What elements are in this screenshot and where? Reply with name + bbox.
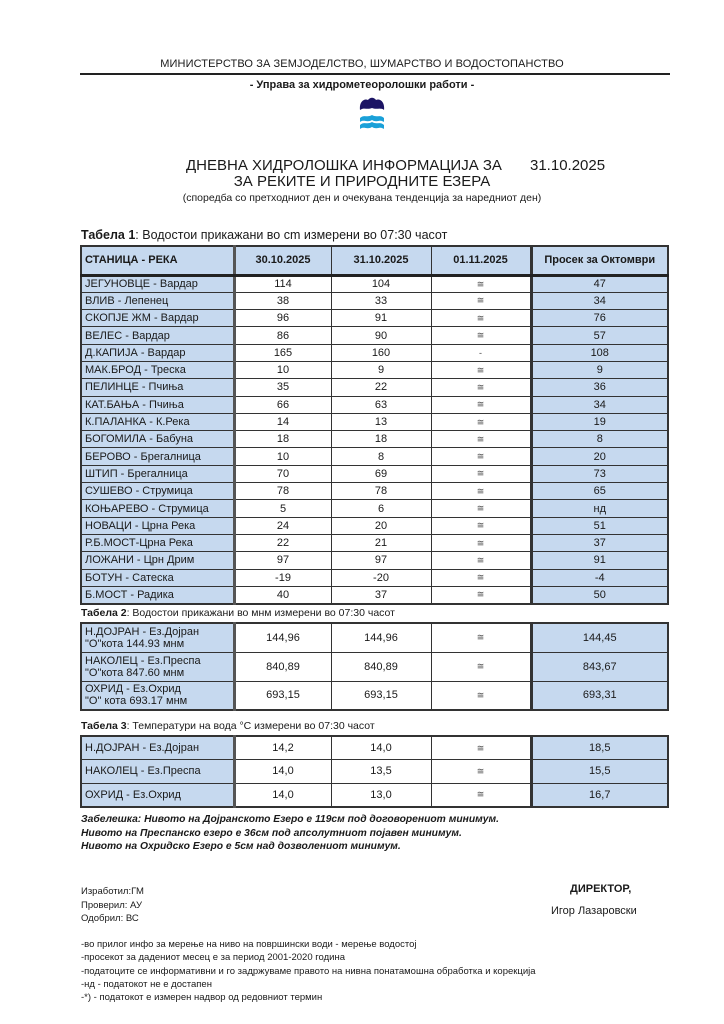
trend-day3: ≅ (431, 448, 531, 465)
station-label: ОХРИД - Ез.Охрид (85, 683, 181, 696)
value-day1: -19 (234, 569, 331, 586)
monthly-average: 51 (531, 517, 668, 534)
note-line-ohrid: Нивото на Охридско Езеро е 5см над дозволениот минимум. (81, 841, 401, 852)
value-day1: 38 (234, 292, 331, 309)
monthly-average: 65 (531, 483, 668, 500)
signers-block (81, 885, 144, 926)
table-row (81, 344, 668, 361)
header-date-1: 30.10.2025 (234, 246, 331, 275)
value-day2: 21 (331, 534, 431, 551)
value-day2: 160 (331, 344, 431, 361)
zero-elevation-label: "О"кота 144.93 мнм (85, 637, 185, 650)
trend-day3: ≅ (431, 500, 531, 517)
header-divider (80, 73, 670, 75)
value-day1: 78 (234, 483, 331, 500)
table-row (81, 736, 668, 760)
table-row (81, 569, 668, 586)
value-day2: -20 (331, 569, 431, 586)
value-day2: 22 (331, 379, 431, 396)
water-temperature-table (80, 735, 669, 808)
trend-day3: ≅ (431, 760, 531, 784)
table1-caption (81, 228, 447, 242)
value-day1: 22 (234, 534, 331, 551)
table-row (81, 517, 668, 534)
table-row (81, 552, 668, 569)
trend-day3: ≅ (431, 586, 531, 603)
trend-day3: ≅ (431, 483, 531, 500)
table-row (81, 586, 668, 603)
value-day1: 24 (234, 517, 331, 534)
trend-day3: ≅ (431, 517, 531, 534)
table-row (81, 413, 668, 430)
table-row (81, 465, 668, 482)
value-day2: 20 (331, 517, 431, 534)
trend-day3: ≅ (431, 292, 531, 309)
station-name: Б.МОСТ - Радика (81, 586, 234, 603)
monthly-average: 15,5 (531, 760, 668, 784)
monthly-average: 843,67 (531, 652, 668, 681)
value-day2: 78 (331, 483, 431, 500)
trend-day3: ≅ (431, 465, 531, 482)
value-day2: 97 (331, 552, 431, 569)
table-row (81, 379, 668, 396)
station-name: ПЕЛИНЦЕ - Пчиња (81, 379, 234, 396)
monthly-average: 16,7 (531, 783, 668, 807)
value-day2: 13,0 (331, 783, 431, 807)
table1-caption-label: Табела 1 (81, 228, 136, 242)
note-line-prespa: Нивото на Преспанско езеро е 36см под апсолутниот појавен минимум. (81, 827, 462, 839)
table-row (81, 327, 668, 344)
footnote-line: -просекот за дадениот месец е за период 2001-2020 година (81, 952, 345, 964)
report-date: 31.10.2025 (530, 157, 606, 174)
trend-day3: ≅ (431, 431, 531, 448)
station-name (81, 623, 234, 652)
trend-day3: ≅ (431, 327, 531, 344)
station-name: ВЛИВ - Лепенец (81, 292, 234, 309)
value-day1: 40 (234, 586, 331, 603)
value-day2: 37 (331, 586, 431, 603)
value-day2: 90 (331, 327, 431, 344)
footnote-line: -нд - податокот не е достапен (81, 978, 212, 990)
monthly-average: 50 (531, 586, 668, 603)
table-row (81, 623, 668, 652)
station-name: НОВАЦИ - Црна Река (81, 517, 234, 534)
table-row (81, 310, 668, 327)
table-row (81, 275, 668, 292)
station-name: БОТУН - Сатеска (81, 569, 234, 586)
value-day1: 10 (234, 361, 331, 378)
station-name: ЛОЖАНИ - Црн Дрим (81, 552, 234, 569)
footnote-line: -податоците се информативни и го задржуваме правото на нивна понатамошна обработка и корекција (81, 965, 536, 977)
station-name: СКОПЈЕ ЖМ - Вардар (81, 310, 234, 327)
station-name: К.ПАЛАНКА - К.Река (81, 413, 234, 430)
station-name: МАК.БРОД - Треска (81, 361, 234, 378)
monthly-average: 57 (531, 327, 668, 344)
agency-name: - Управа за хидрометеоролошки работи - (249, 79, 475, 91)
monthly-average: 144,45 (531, 623, 668, 652)
monthly-average: 73 (531, 465, 668, 482)
value-day1: 165 (234, 344, 331, 361)
station-name: БЕРОВО - Брегалница (81, 448, 234, 465)
director-title: ДИРЕКТОР, (570, 883, 632, 895)
value-day2: 69 (331, 465, 431, 482)
station-name: Д.КАПИЈА - Вардар (81, 344, 234, 361)
value-day2: 9 (331, 361, 431, 378)
water-levels-cm-table (80, 245, 669, 605)
station-name: ЈЕГУНОВЦЕ - Вардар (81, 275, 234, 292)
station-name: КОЊАРЕВО - Струмица (81, 500, 234, 517)
station-label: Н.ДОЈРАН - Ез.Дојран (85, 625, 200, 638)
station-name (81, 652, 234, 681)
table-row (81, 652, 668, 681)
table-row (81, 396, 668, 413)
value-day2: 18 (331, 431, 431, 448)
value-day2: 13,5 (331, 760, 431, 784)
station-name: Н.ДОЈРАН - Ез.Дојран (81, 736, 234, 760)
trend-day3: ≅ (431, 569, 531, 586)
value-day2: 144,96 (331, 623, 431, 652)
station-name: КАТ.БАЊА - Пчиња (81, 396, 234, 413)
table-row (81, 783, 668, 807)
monthly-average: 34 (531, 292, 668, 309)
monthly-average: 19 (531, 413, 668, 430)
monthly-average: -4 (531, 569, 668, 586)
table3-caption (81, 720, 375, 732)
trend-day3: ≅ (431, 623, 531, 652)
table3-caption-label: Табела 3 (81, 720, 127, 732)
monthly-average: 9 (531, 361, 668, 378)
approved-by: Одобрил: ВС (81, 913, 139, 924)
footnote-line: -во прилог инфо за мерење на ниво на површински води - мерење водостој (81, 939, 417, 950)
value-day2: 6 (331, 500, 431, 517)
prepared-by: Изработил:ГМ (81, 886, 144, 897)
zero-elevation-label: "О"кота 847.60 мнм (85, 666, 185, 679)
ministry-name: МИНИСТЕРСТВО ЗА ЗЕМЈОДЕЛСТВО, ШУМАРСТВО И ВОДОСТОПАНСТВО (160, 58, 564, 70)
monthly-average: нд (531, 500, 668, 517)
trend-day3: ≅ (431, 736, 531, 760)
station-name: СУШЕВО - Струмица (81, 483, 234, 500)
table-row (81, 500, 668, 517)
report-title-line2: ЗА РЕКИТЕ И ПРИРОДНИТЕ ЕЗЕРА (233, 173, 491, 190)
station-name: НАКОЛЕЦ - Ез.Преспа (81, 760, 234, 784)
table-row (81, 361, 668, 378)
report-subtitle: (споредба со претходниот ден и очекувана тенденција за наредниот ден) (182, 192, 542, 204)
value-day1: 18 (234, 431, 331, 448)
value-day2: 33 (331, 292, 431, 309)
value-day1: 14,2 (234, 736, 331, 760)
checked-by: Проверил: АУ (81, 899, 142, 911)
report-title-line1: ДНЕВНА ХИДРОЛОШКА ИНФОРМАЦИЈА ЗА (186, 157, 502, 174)
lake-levels-mnm-table (80, 622, 669, 711)
trend-day3: ≅ (431, 413, 531, 430)
value-day2: 8 (331, 448, 431, 465)
monthly-average: 8 (531, 431, 668, 448)
station-name: ШТИП - Брегалница (81, 465, 234, 482)
value-day1: 96 (234, 310, 331, 327)
trend-day3: ≅ (431, 275, 531, 292)
value-day2: 693,15 (331, 681, 431, 710)
trend-day3: ≅ (431, 652, 531, 681)
table-row (81, 292, 668, 309)
value-day1: 66 (234, 396, 331, 413)
value-day2: 91 (331, 310, 431, 327)
monthly-average: 91 (531, 552, 668, 569)
value-day1: 70 (234, 465, 331, 482)
station-name: ВЕЛЕС - Вардар (81, 327, 234, 344)
station-name (81, 681, 234, 710)
table1-caption-text: : Водостои прикажани во cm измерени во 07:30 часот (135, 228, 448, 242)
value-day1: 840,89 (234, 652, 331, 681)
table-row (81, 448, 668, 465)
value-day2: 840,89 (331, 652, 431, 681)
monthly-average: 37 (531, 534, 668, 551)
value-day1: 86 (234, 327, 331, 344)
station-label: НАКОЛЕЦ - Ез.Преспа (85, 654, 201, 667)
monthly-average: 47 (531, 275, 668, 292)
header-average: Просек за Октомври (531, 246, 668, 275)
station-name: Р.Б.МОСТ-Црна Река (81, 534, 234, 551)
table-row (81, 760, 668, 784)
trend-day3: ≅ (431, 783, 531, 807)
monthly-average: 34 (531, 396, 668, 413)
table2-caption-text: : Водостои прикажани во мнм измерени во 07:30 часот (126, 607, 395, 619)
trend-day3: ≅ (431, 681, 531, 710)
station-name: БОГОМИЛА - Бабуна (81, 431, 234, 448)
monthly-average: 36 (531, 379, 668, 396)
trend-day3: - (431, 344, 531, 361)
header-date-3: 01.11.2025 (431, 246, 531, 275)
value-day2: 104 (331, 275, 431, 292)
table2-caption-label: Табела 2 (81, 607, 127, 619)
footnote-line: -*) - податокот е измерен надвор од редовниот термин (81, 992, 323, 1004)
table-row (81, 534, 668, 551)
value-day2: 13 (331, 413, 431, 430)
value-day1: 14 (234, 413, 331, 430)
header-date-2: 31.10.2025 (331, 246, 431, 275)
note-block (81, 813, 499, 854)
value-day2: 63 (331, 396, 431, 413)
table3-caption-text: : Температури на вода °C измерени во 07:30 часот (126, 720, 375, 732)
value-day1: 5 (234, 500, 331, 517)
trend-day3: ≅ (431, 396, 531, 413)
water-waves-logo-icon (358, 96, 386, 130)
value-day1: 97 (234, 552, 331, 569)
value-day1: 14,0 (234, 783, 331, 807)
trend-day3: ≅ (431, 310, 531, 327)
note-line-dojran: Забелешка: Нивото на Дојранското Езеро е 119см под договорениот минимум. (81, 814, 499, 825)
table-row (81, 681, 668, 710)
director-name: Игор Лазаровски (551, 905, 637, 917)
monthly-average: 20 (531, 448, 668, 465)
value-day1: 14,0 (234, 760, 331, 784)
header-station: СТАНИЦА - РЕКА (81, 246, 234, 275)
zero-elevation-label: "О" кота 693.17 мнм (85, 695, 188, 708)
station-name: ОХРИД - Ез.Охрид (81, 783, 234, 807)
table-header-row (81, 246, 668, 275)
monthly-average: 693,31 (531, 681, 668, 710)
trend-day3: ≅ (431, 534, 531, 551)
value-day1: 10 (234, 448, 331, 465)
table2-caption (81, 607, 395, 619)
value-day1: 693,15 (234, 681, 331, 710)
value-day2: 14,0 (331, 736, 431, 760)
trend-day3: ≅ (431, 361, 531, 378)
table-row (81, 483, 668, 500)
value-day1: 114 (234, 275, 331, 292)
monthly-average: 18,5 (531, 736, 668, 760)
table-row (81, 431, 668, 448)
trend-day3: ≅ (431, 552, 531, 569)
value-day1: 144,96 (234, 623, 331, 652)
value-day1: 35 (234, 379, 331, 396)
monthly-average: 108 (531, 344, 668, 361)
footnotes (81, 938, 536, 1004)
monthly-average: 76 (531, 310, 668, 327)
trend-day3: ≅ (431, 379, 531, 396)
